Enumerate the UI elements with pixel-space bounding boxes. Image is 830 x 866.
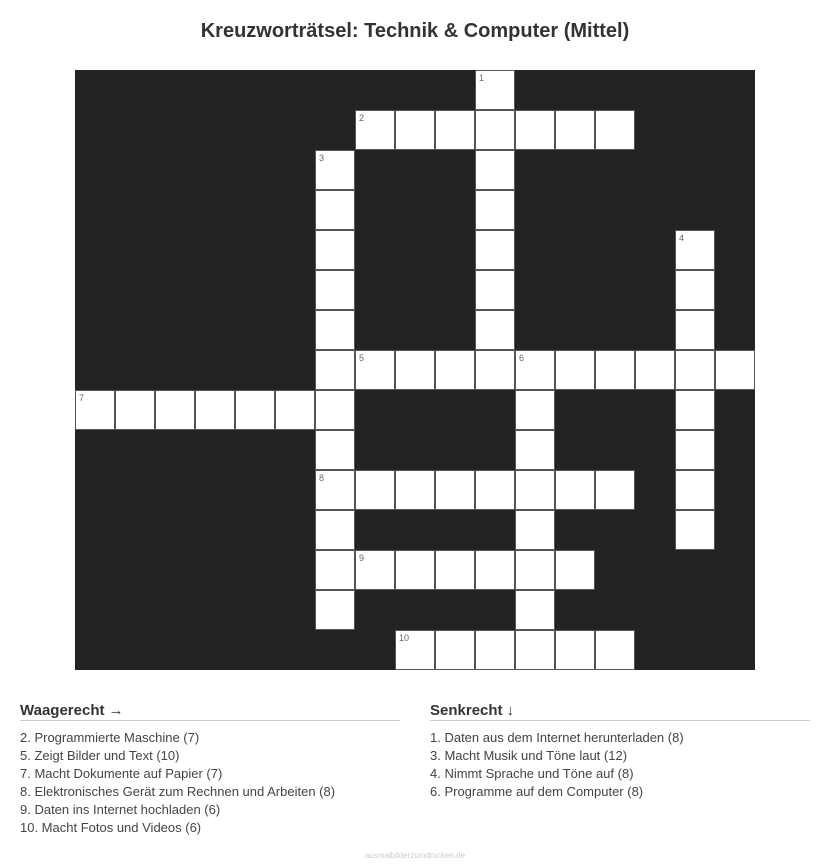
grid-cell[interactable] xyxy=(675,310,715,350)
grid-cell[interactable] xyxy=(715,350,755,390)
grid-cell[interactable] xyxy=(675,390,715,430)
across-clue: 9. Daten ins Internet hochladen (6) xyxy=(20,802,221,817)
grid-cell[interactable] xyxy=(395,550,435,590)
grid-cell[interactable] xyxy=(155,390,195,430)
grid-cell[interactable] xyxy=(595,350,635,390)
grid-cell[interactable] xyxy=(315,150,355,190)
down-clue: 4. Nimmt Sprache und Töne auf (8) xyxy=(430,766,634,781)
grid-cell[interactable] xyxy=(475,230,515,270)
grid-cell[interactable] xyxy=(435,630,475,670)
grid-cell[interactable] xyxy=(675,230,715,270)
grid-cell[interactable] xyxy=(555,630,595,670)
grid-cell[interactable] xyxy=(315,190,355,230)
grid-cell[interactable] xyxy=(675,350,715,390)
grid-cell[interactable] xyxy=(515,510,555,550)
grid-cell[interactable] xyxy=(395,630,435,670)
grid-cell[interactable] xyxy=(595,470,635,510)
down-clues-section xyxy=(430,702,810,801)
grid-cell[interactable] xyxy=(515,550,555,590)
grid-cell[interactable] xyxy=(515,430,555,470)
grid-cell[interactable] xyxy=(595,110,635,150)
grid-cell[interactable] xyxy=(475,470,515,510)
grid-cell[interactable] xyxy=(595,630,635,670)
clue-number: 7 xyxy=(79,393,85,403)
grid-cell[interactable] xyxy=(355,550,395,590)
grid-cell[interactable] xyxy=(555,110,595,150)
across-clues-section xyxy=(20,702,400,837)
across-clue: 8. Elektronisches Gerät zum Rechnen und Arbeiten (8) xyxy=(20,784,336,799)
grid-cell[interactable] xyxy=(475,630,515,670)
down-clue: 1. Daten aus dem Internet herunterladen (8) xyxy=(430,730,684,745)
grid-cell[interactable] xyxy=(515,630,555,670)
grid-cell[interactable] xyxy=(555,470,595,510)
grid-cell[interactable] xyxy=(315,550,355,590)
grid-cell[interactable] xyxy=(315,270,355,310)
grid-cell[interactable] xyxy=(475,150,515,190)
grid-cell[interactable] xyxy=(355,110,395,150)
grid-cell[interactable] xyxy=(515,110,555,150)
clue-number: 9 xyxy=(359,553,365,563)
grid-cell[interactable] xyxy=(315,430,355,470)
grid-cell[interactable] xyxy=(315,470,355,510)
grid-cell[interactable] xyxy=(515,590,555,630)
grid-cell[interactable] xyxy=(475,70,515,110)
grid-cell[interactable] xyxy=(315,510,355,550)
grid-cell[interactable] xyxy=(515,350,555,390)
grid-cell[interactable] xyxy=(675,470,715,510)
grid-cell[interactable] xyxy=(515,470,555,510)
grid-cell[interactable] xyxy=(515,390,555,430)
down-clue: 3. Macht Musik und Töne laut (12) xyxy=(430,748,628,763)
grid-cell[interactable] xyxy=(475,350,515,390)
right-arrow-icon: → xyxy=(108,702,124,719)
grid-cell[interactable] xyxy=(635,350,675,390)
grid-cell[interactable] xyxy=(235,390,275,430)
grid-cell[interactable] xyxy=(115,390,155,430)
across-clue: 5. Zeigt Bilder und Text (10) xyxy=(20,748,180,763)
grid-cell[interactable] xyxy=(315,230,355,270)
crossword-grid xyxy=(75,70,755,670)
grid-cell[interactable] xyxy=(395,470,435,510)
grid-cell[interactable] xyxy=(395,110,435,150)
down-clue: 6. Programme auf dem Computer (8) xyxy=(430,784,644,799)
grid-cell[interactable] xyxy=(435,470,475,510)
grid-cell[interactable] xyxy=(315,390,355,430)
clue-number: 3 xyxy=(319,153,325,163)
across-clue: 10. Macht Fotos und Videos (6) xyxy=(20,820,202,835)
page-title: Kreuzworträtsel: Technik & Computer (Mittel) xyxy=(200,20,630,42)
grid-cell[interactable] xyxy=(475,190,515,230)
grid-cell[interactable] xyxy=(435,110,475,150)
grid-cell[interactable] xyxy=(675,270,715,310)
across-heading xyxy=(20,702,400,721)
grid-cell[interactable] xyxy=(475,110,515,150)
grid-cell[interactable] xyxy=(275,390,315,430)
down-heading-label: Senkrecht xyxy=(430,702,503,719)
grid-cell[interactable] xyxy=(475,310,515,350)
clue-number: 5 xyxy=(359,353,365,363)
grid-cell[interactable] xyxy=(435,350,475,390)
down-heading xyxy=(430,702,810,721)
grid-cell[interactable] xyxy=(435,550,475,590)
footer-credit: ausmalbilderzumdrucken.de xyxy=(364,851,466,860)
grid-cell[interactable] xyxy=(675,510,715,550)
grid-cell[interactable] xyxy=(315,310,355,350)
grid-cell[interactable] xyxy=(475,270,515,310)
grid-cell[interactable] xyxy=(355,470,395,510)
grid-cell[interactable] xyxy=(475,550,515,590)
across-clue: 2. Programmierte Maschine (7) xyxy=(20,730,200,745)
grid-cell[interactable] xyxy=(195,390,235,430)
grid-cell[interactable] xyxy=(315,350,355,390)
across-clue: 7. Macht Dokumente auf Papier (7) xyxy=(20,766,223,781)
clue-number: 10 xyxy=(399,633,410,643)
clue-number: 2 xyxy=(359,113,365,123)
grid-cell[interactable] xyxy=(355,350,395,390)
grid-cell[interactable] xyxy=(555,550,595,590)
down-arrow-icon: ↓ xyxy=(506,702,515,719)
grid-cell[interactable] xyxy=(395,350,435,390)
grid-cell[interactable] xyxy=(315,590,355,630)
clue-number: 8 xyxy=(319,473,325,483)
clue-number: 1 xyxy=(479,73,485,83)
clue-number: 6 xyxy=(519,353,525,363)
grid-cell[interactable] xyxy=(555,350,595,390)
grid-cell[interactable] xyxy=(75,390,115,430)
across-heading-label: Waagerecht xyxy=(20,702,105,719)
clue-number: 4 xyxy=(679,233,685,243)
grid-cell[interactable] xyxy=(675,430,715,470)
